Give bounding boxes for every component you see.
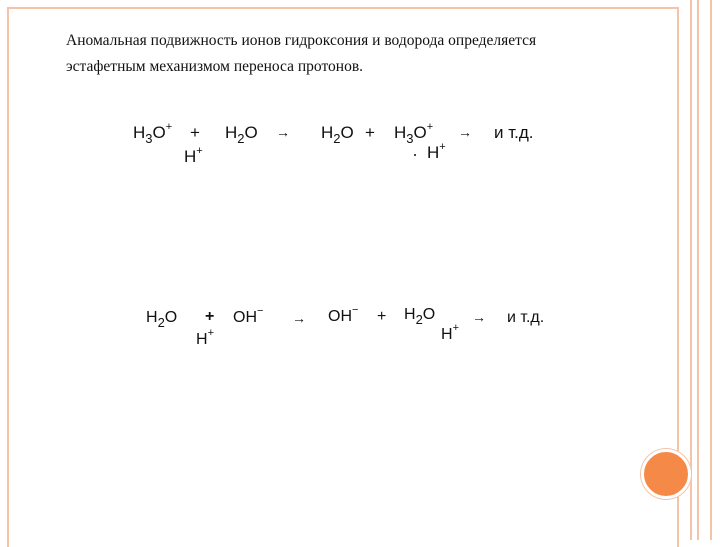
- eq1-arrow-2: →: [458, 124, 472, 140]
- eq1-h2o-product-h: H: [321, 123, 334, 142]
- eq2-oh-product: [328, 304, 359, 325]
- eq1-etc: и т.д.: [494, 123, 534, 142]
- eq2-plus-2: +: [377, 308, 387, 325]
- side-line-left: [690, 0, 692, 540]
- eq1-arrow-1: →: [276, 124, 290, 140]
- eq2-proton-1-charge: +: [207, 327, 214, 339]
- eq1-h3o-sub: 3: [145, 131, 153, 146]
- eq1-dot: [414, 154, 416, 156]
- eq2-h2o: [146, 309, 178, 330]
- side-line-right: [710, 0, 712, 540]
- eq1-h3o-h: H: [133, 123, 146, 142]
- eq1-h3o-o: O: [152, 123, 166, 142]
- eq1-h3o-product-sub: 3: [406, 131, 414, 146]
- eq2-plus-1: +: [205, 308, 215, 325]
- eq1-h2o-product-o: O: [340, 123, 354, 142]
- eq2-h2o-product-h: H: [404, 306, 416, 323]
- eq1-h3o: [133, 121, 173, 146]
- eq1-h3o-charge: +: [165, 121, 173, 133]
- eq1-h3o-product-o: O: [413, 123, 427, 142]
- eq2-proton-1-h: H: [196, 331, 208, 348]
- eq1-proton-1: [184, 145, 203, 166]
- eq2-h2o-product-o: O: [422, 306, 436, 323]
- orange-circle-decoration: [641, 449, 691, 499]
- eq2-oh-product-charge: −: [352, 304, 359, 316]
- eq1-h2o-sub: 2: [237, 131, 245, 146]
- eq1-h3o-product-h: H: [394, 123, 407, 142]
- eq2-oh-charge: −: [257, 305, 264, 317]
- eq1-proton-1-charge: +: [196, 145, 203, 157]
- eq2-h2o-h: H: [146, 309, 158, 326]
- intro-line-2: эстафетным механизмом переноса протонов.: [66, 58, 364, 75]
- eq2-arrow-1: →: [292, 310, 306, 326]
- eq2-oh-text: OH: [233, 309, 257, 326]
- eq2-h2o-product-sub: 2: [415, 312, 423, 327]
- eq1-plus-2: +: [365, 123, 375, 142]
- slide-frame: [7, 7, 679, 547]
- intro-paragraph: [66, 28, 646, 80]
- eq2-proton-2-h: H: [441, 326, 453, 343]
- eq1-proton-2-h: H: [427, 143, 440, 162]
- eq2-h2o-sub: 2: [157, 315, 165, 330]
- eq2-oh-product-text: OH: [328, 308, 352, 325]
- eq1-h2o-h: H: [225, 123, 238, 142]
- eq1-h2o-o: O: [244, 123, 258, 142]
- eq2-etc: и т.д.: [507, 309, 545, 326]
- eq1-proton-2-charge: +: [439, 141, 446, 153]
- eq1-proton-1-h: H: [184, 147, 197, 166]
- intro-line-1: Аномальная подвижность ионов гидроксония и водорода определяется: [66, 32, 537, 49]
- eq1-h2o-product-sub: 2: [333, 131, 341, 146]
- eq1-proton-2: [427, 141, 446, 162]
- side-line-mid: [697, 0, 699, 540]
- eq1-h3o-product-charge: +: [426, 121, 434, 133]
- eq2-proton-2-charge: +: [452, 322, 459, 334]
- eq2-h2o-o: O: [164, 309, 178, 326]
- eq1-plus-1: +: [190, 123, 200, 142]
- eq2-h2o-product: [404, 306, 436, 327]
- eq2-arrow-2: →: [472, 309, 486, 325]
- eq2-proton-1: [196, 327, 214, 348]
- eq2-oh: [233, 305, 264, 326]
- eq1-h2o-product: [321, 123, 354, 146]
- eq1-h3o-product: [394, 121, 434, 146]
- eq1-h2o: [225, 123, 258, 146]
- eq2-proton-2: [441, 322, 459, 343]
